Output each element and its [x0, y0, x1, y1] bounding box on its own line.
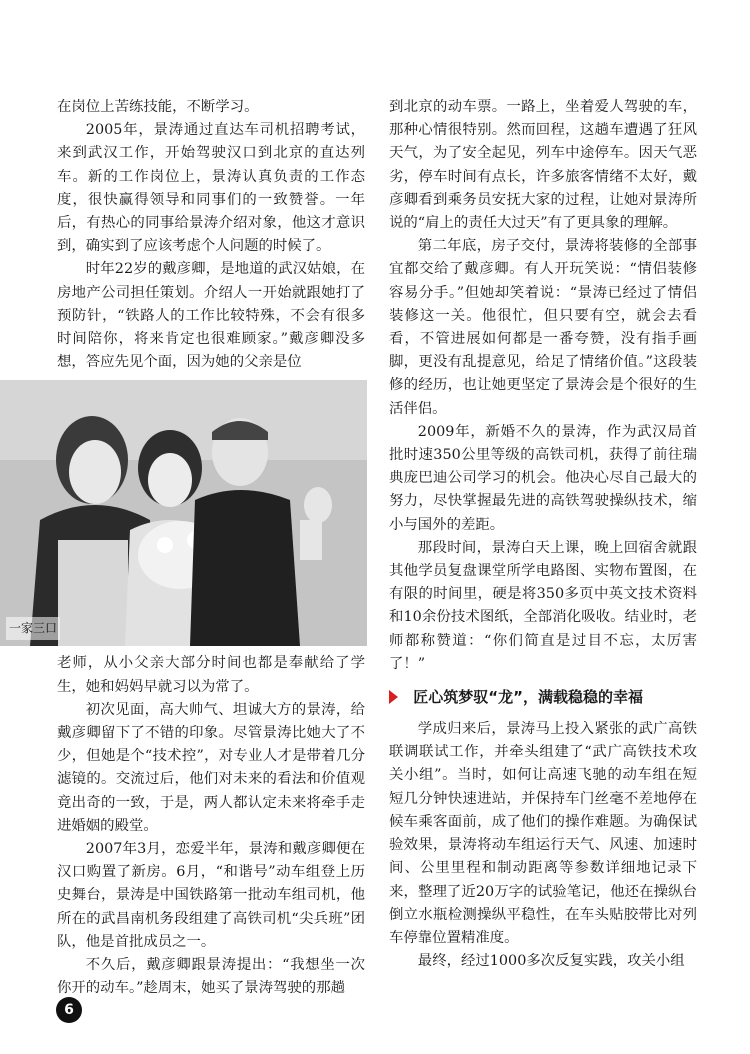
- paragraph: 2009年，新婚不久的景涛，作为武汉局首批时速350公里等级的高铁司机，获得了前往瑞典庞巴迪公司学习的机会。他决心尽自己最大的努力，尽快掌握最先进的高铁驾驶操纵技术，缩小与国外的差距。: [389, 423, 697, 533]
- paragraph: 初次见面，高大帅气、坦诚大方的景涛，给戴彦卿留下了不错的印象。尽管景涛比她大了不少，但她是个“技术控”，对专业人才是带着几分滤镜的。交流过后，他们对未来的看法和价值观竟出奇的一致，于是，两人都认定未来将牵手走进婚姻的殿堂。: [57, 701, 365, 834]
- section-title: 匠心筑梦驭“龙”，满载稳稳的幸福: [413, 688, 643, 707]
- paragraph: 在岗位上苦练技能，不断学习。: [57, 99, 259, 115]
- right-column: [389, 96, 697, 973]
- paragraph: 最终，经过1000多次反复实践，攻关小组: [417, 953, 685, 970]
- family-photo-illustration: [0, 380, 367, 646]
- paragraph: 时年22岁的戴彦卿，是地道的武汉姑娘，在房地产公司担任策划。介绍人一开始就跟她打了预防针，“铁路人的工作比较特殊，不会有很多时间陪你，将来肯定也很难顾家。”戴彦卿没多想，答应先见个面，因为她的父亲是位: [57, 261, 365, 371]
- paragraph: 那段时间，景涛白天上课，晚上回宿舍就跟其他学员复盘课堂所学电路图、实物布置图，在有限的时间里，硬是将350多页中英文技术资料和10余份技术图纸，全部消化吸收。结业时，老师都称赞道：“你们简直是过目不忘，太厉害了！”: [389, 539, 697, 672]
- left-column: [9, 96, 365, 1000]
- photo-caption: 一家三口: [6, 617, 60, 640]
- paragraph: 学成归来后，景涛马上投入紧张的武广高铁联调联试工作，并牵头组建了“武广高铁技术攻关小组”。当时，如何让高速飞驰的动车组在短短几分钟快速进站，并保持车门丝毫不差地停在候车乘客面前，成了他们的操作难题。为确保试验效果，景涛将动车组运行天气、风速、加速时间、公里里程和制动距离等参数详细地记录下来，整理了近20万字的试验笔记，他还在操纵台倒立水瓶检测操纵平稳性，在车头贴胶带比对列车停靠位置精准度。: [389, 721, 697, 946]
- paragraph: 不久后，戴彦卿跟景涛提出：“我想坐一次你开的动车。”趁周末，她买了景涛驾驶的那趟: [57, 957, 365, 997]
- paragraph: 老师，从小父亲大部分时间也都是奉献给了学生，她和妈妈早就习以为常了。: [57, 655, 365, 695]
- paragraph: 到北京的动车票。一路上，坐着爱人驾驶的车，那种心情很特别。然而回程，这趟车遭遇了狂风天气，为了安全起见，列车中途停车。因天气恶劣，停车时间有点长，许多旅客情绪不太好，戴彦卿看到乘务员安抚大家的过程，让她对景涛所说的“肩上的责任大过天”有了更具象的理解。: [389, 99, 697, 232]
- paragraph: 第二年底，房子交付，景涛将装修的全部事宜都交给了戴彦卿。有人开玩笑说：“情侣装修容易分手。”但她却笑着说：“景涛已经过了情侣装修这一关。他很忙，但只要有空，就会去看看，不管进展如何都是一番夸赞，没有指手画脚，更没有乱提意见，给足了情绪价值。”这段装修的经历，也让她更坚定了景涛会是个很好的生活伴侣。: [389, 238, 697, 417]
- paragraph: 2007年3月，恋爱半年，景涛和戴彦卿便在汉口购置了新房。6月，“和谐号”动车组登上历史舞台，景涛是中国铁路第一批动车组司机，他所在的武昌南机务段组建了高铁司机“尖兵班”团队，他是首批成员之一。: [57, 841, 365, 950]
- section-heading: [389, 684, 697, 710]
- family-photo: [0, 380, 367, 646]
- page-number: 6: [56, 997, 82, 1023]
- paragraph: 2005年，景涛通过直达车司机招聘考试，来到武汉工作，开始驾驶汉口到北京的直达列车。新的工作岗位上，景涛认真负责的工作态度，很快赢得领导和同事们的一致赞誉。一年后，有热心的同事给景涛介绍对象，他这才意识到，确实到了应该考虑个人问题的时候了。: [57, 122, 365, 255]
